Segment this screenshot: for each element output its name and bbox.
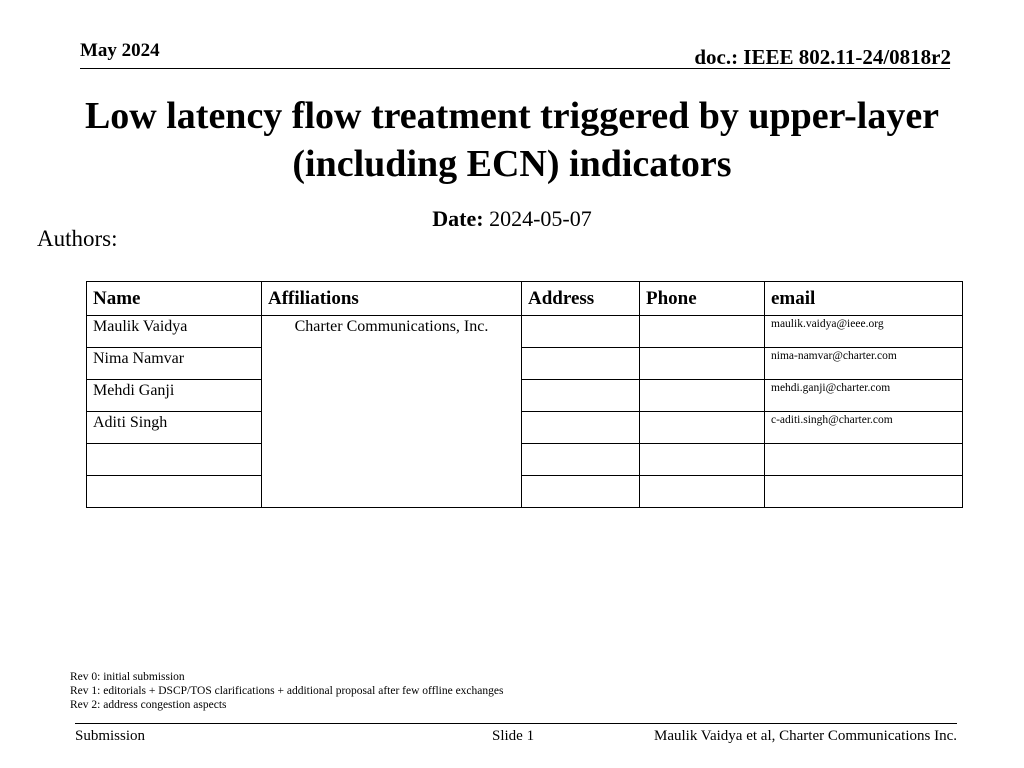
footer-divider xyxy=(75,723,957,724)
header-divider xyxy=(80,68,950,69)
column-header-email: email xyxy=(765,282,963,316)
footer-submission: Submission xyxy=(75,728,146,744)
author-address xyxy=(522,380,640,412)
date-label: Date: xyxy=(432,206,484,231)
table-header-row xyxy=(87,282,963,316)
author-name xyxy=(87,476,262,508)
table-row xyxy=(87,476,963,508)
table-row xyxy=(87,316,963,348)
table-row xyxy=(87,348,963,380)
header-doc-id: doc.: IEEE 802.11-24/0818r2 xyxy=(694,45,951,69)
author-name: Maulik Vaidya xyxy=(87,316,262,348)
author-email xyxy=(765,476,963,508)
author-address xyxy=(522,444,640,476)
author-address xyxy=(522,412,640,444)
author-phone xyxy=(640,412,765,444)
author-address xyxy=(522,476,640,508)
author-email: c-aditi.singh@charter.com xyxy=(765,412,963,444)
column-header-address: Address xyxy=(522,282,640,316)
table-row xyxy=(87,412,963,444)
authors-label: Authors: xyxy=(37,226,118,251)
authors-table xyxy=(86,281,963,508)
author-phone xyxy=(640,380,765,412)
column-header-affiliations: Affiliations xyxy=(262,282,522,316)
footer-slide-number: Slide 1 xyxy=(492,728,535,744)
author-name xyxy=(87,444,262,476)
author-email: nima-namvar@charter.com xyxy=(765,348,963,380)
revision-notes xyxy=(70,670,503,712)
footer-authors: Maulik Vaidya et al, Charter Communications Inc. xyxy=(654,728,957,744)
author-phone xyxy=(640,348,765,380)
author-phone xyxy=(640,444,765,476)
slide-title: Low latency flow treatment triggered by upper-layer (including ECN) indicators xyxy=(84,95,940,185)
revision-line: Rev 2: address congestion aspects xyxy=(70,699,227,711)
author-email: maulik.vaidya@ieee.org xyxy=(765,316,963,348)
table-row xyxy=(87,444,963,476)
author-phone xyxy=(640,476,765,508)
revision-line: Rev 1: editorials + DSCP/TOS clarifications + additional proposal after few offline exchanges xyxy=(70,685,504,697)
column-header-phone: Phone xyxy=(640,282,765,316)
author-affiliation: Charter Communications, Inc. xyxy=(262,316,522,508)
column-header-name: Name xyxy=(87,282,262,316)
date-value: 2024-05-07 xyxy=(489,206,592,231)
author-email xyxy=(765,444,963,476)
author-name: Nima Namvar xyxy=(87,348,262,380)
author-name: Mehdi Ganji xyxy=(87,380,262,412)
date-line xyxy=(0,206,1024,232)
author-phone xyxy=(640,316,765,348)
author-address xyxy=(522,348,640,380)
author-name: Aditi Singh xyxy=(87,412,262,444)
header-date: May 2024 xyxy=(80,40,160,61)
revision-line: Rev 0: initial submission xyxy=(70,671,185,683)
author-address xyxy=(522,316,640,348)
author-email: mehdi.ganji@charter.com xyxy=(765,380,963,412)
table-row xyxy=(87,380,963,412)
